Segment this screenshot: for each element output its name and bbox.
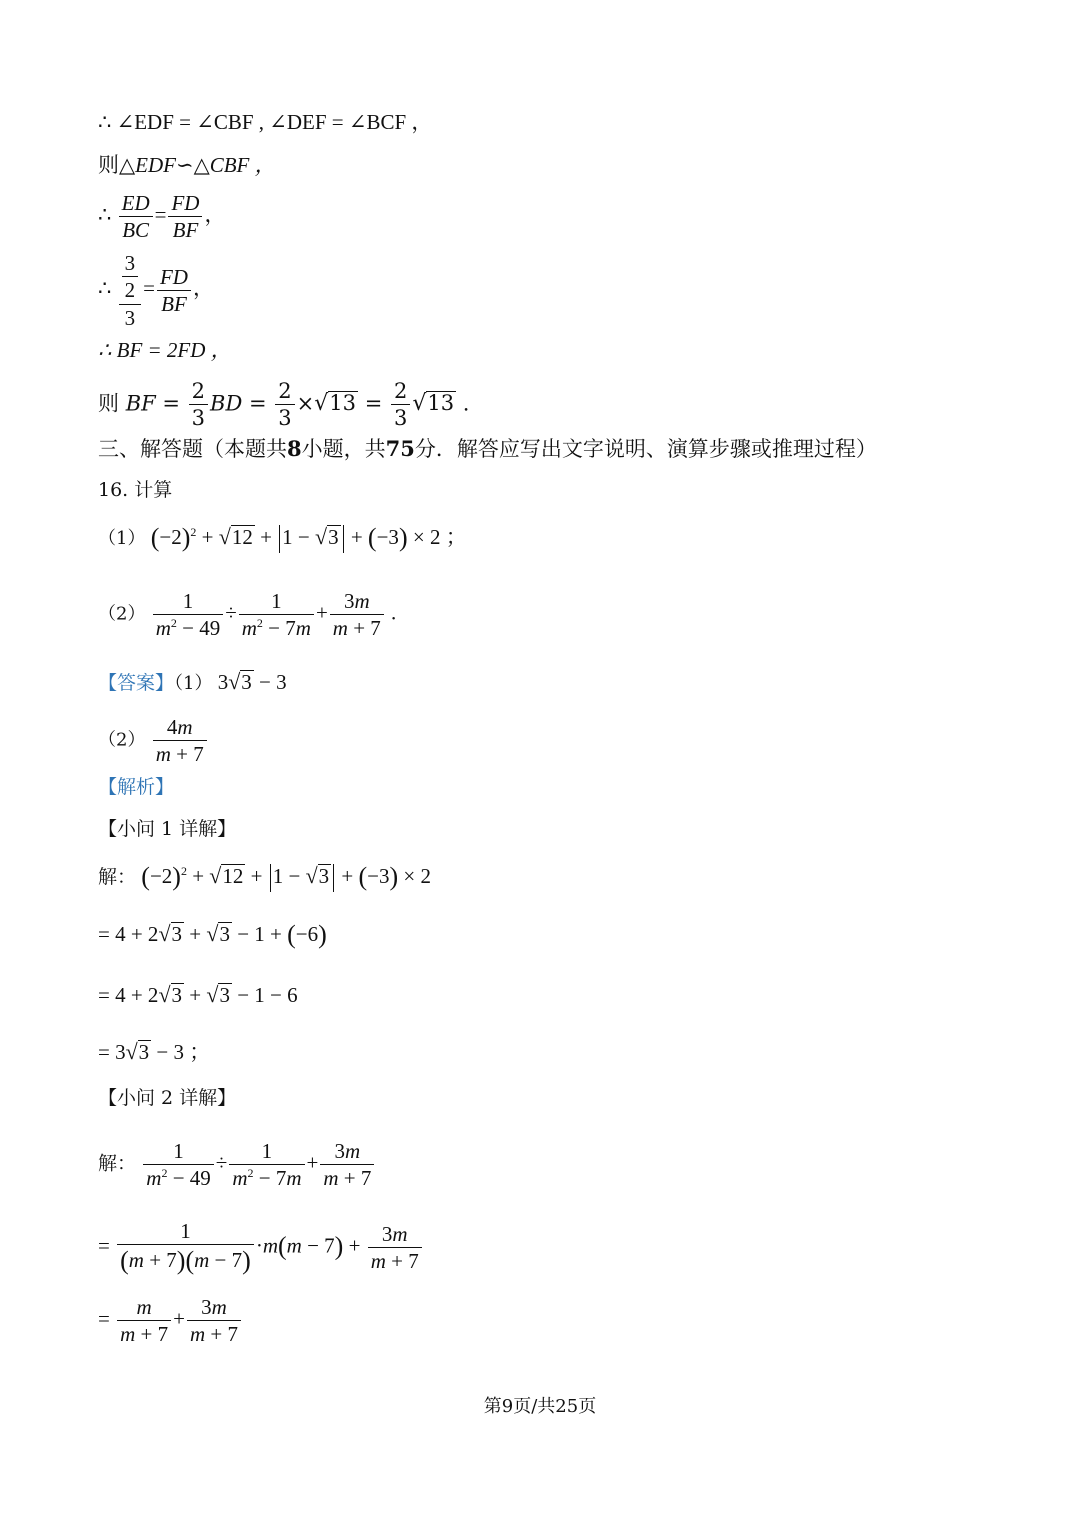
answer-line-1: 【答案】（1） 3√3 − 3 (98, 669, 287, 694)
solution-2-step-3: = $\frac{m}{m + 7}$ + $\frac{3m}{m + 7}$ (98, 1294, 243, 1348)
question-16-part-1: （1） $(-2)^2 + √12 + 1 - √3 + (-3) \times 2$ ； (98, 523, 467, 552)
section-header: 三、解答题（本题共8小题，共75分．解答应写出文字说明、演算步骤或推理过程） (98, 436, 877, 461)
question-16-part-2: （2） $\frac{1}{m^2 - 49}$ ÷ $\frac{1}{m^2 - 7m}$ + $\frac{3m}{m + 7}$ . (98, 589, 397, 641)
sub-question-2-header: 【小问 2 详解】 (98, 1087, 237, 1109)
solution-2-step-1: 解： $\frac{1}{m^2 - 49}$ ÷ $\frac{1}{m^2 - 7m}$ + $\frac{3m}{m + 7}$ (98, 1138, 376, 1192)
sub-question-1-header: 【小问 1 详解】 (98, 818, 237, 840)
proof-line-ratio: ∴ $\frac{ED}{BC}$ = $\frac{FD}{BF}$ ， (98, 191, 226, 243)
solution-1-step-1: 解： $(-2)^2 + √12 + 1 - √3 + (-3) \times 2$ (98, 862, 432, 891)
page-footer: 第9页/共25页 (483, 1396, 597, 1417)
proof-line-similar: 则△EDF∽△CBF ， (98, 153, 276, 177)
solution-1-step-4: = 3√3 − 3 ； (98, 1039, 211, 1064)
proof-line-bf: ∴ BF = 2FD ， (98, 338, 232, 362)
solution-1-step-3: = 4 + 2√3 + √3 − 1 − 6 (98, 982, 298, 1007)
solution-1-step-2: = 4 + 2√3 + √3 − 1 + (−6) (98, 920, 327, 949)
proof-line-angles: ∴ ∠EDF = ∠CBF , ∠DEF = ∠BCF ， (98, 110, 433, 134)
answer-line-2: （2） $\frac{4m}{m + 7}$ (98, 714, 209, 768)
solution-2-step-2: = $\frac{1}{(m + 7)(m - 7)}$ ·m(m − 7) + $\frac{3m}{m + 7}$ (98, 1218, 424, 1278)
analysis-tag: 【解析】 (98, 776, 175, 798)
question-16-title: 16. 计算 (98, 479, 173, 501)
proof-line-substitution: ∴ $\frac{\frac{3}{2}}{3}$ = $\frac{FD}{BF}$ ， (98, 251, 214, 330)
proof-line-result: 则 BF = $\frac{2}{3}$ BD = $\frac{2}{3}$ ×√13 = $\frac{2}{3}$ √13 . (98, 379, 470, 431)
